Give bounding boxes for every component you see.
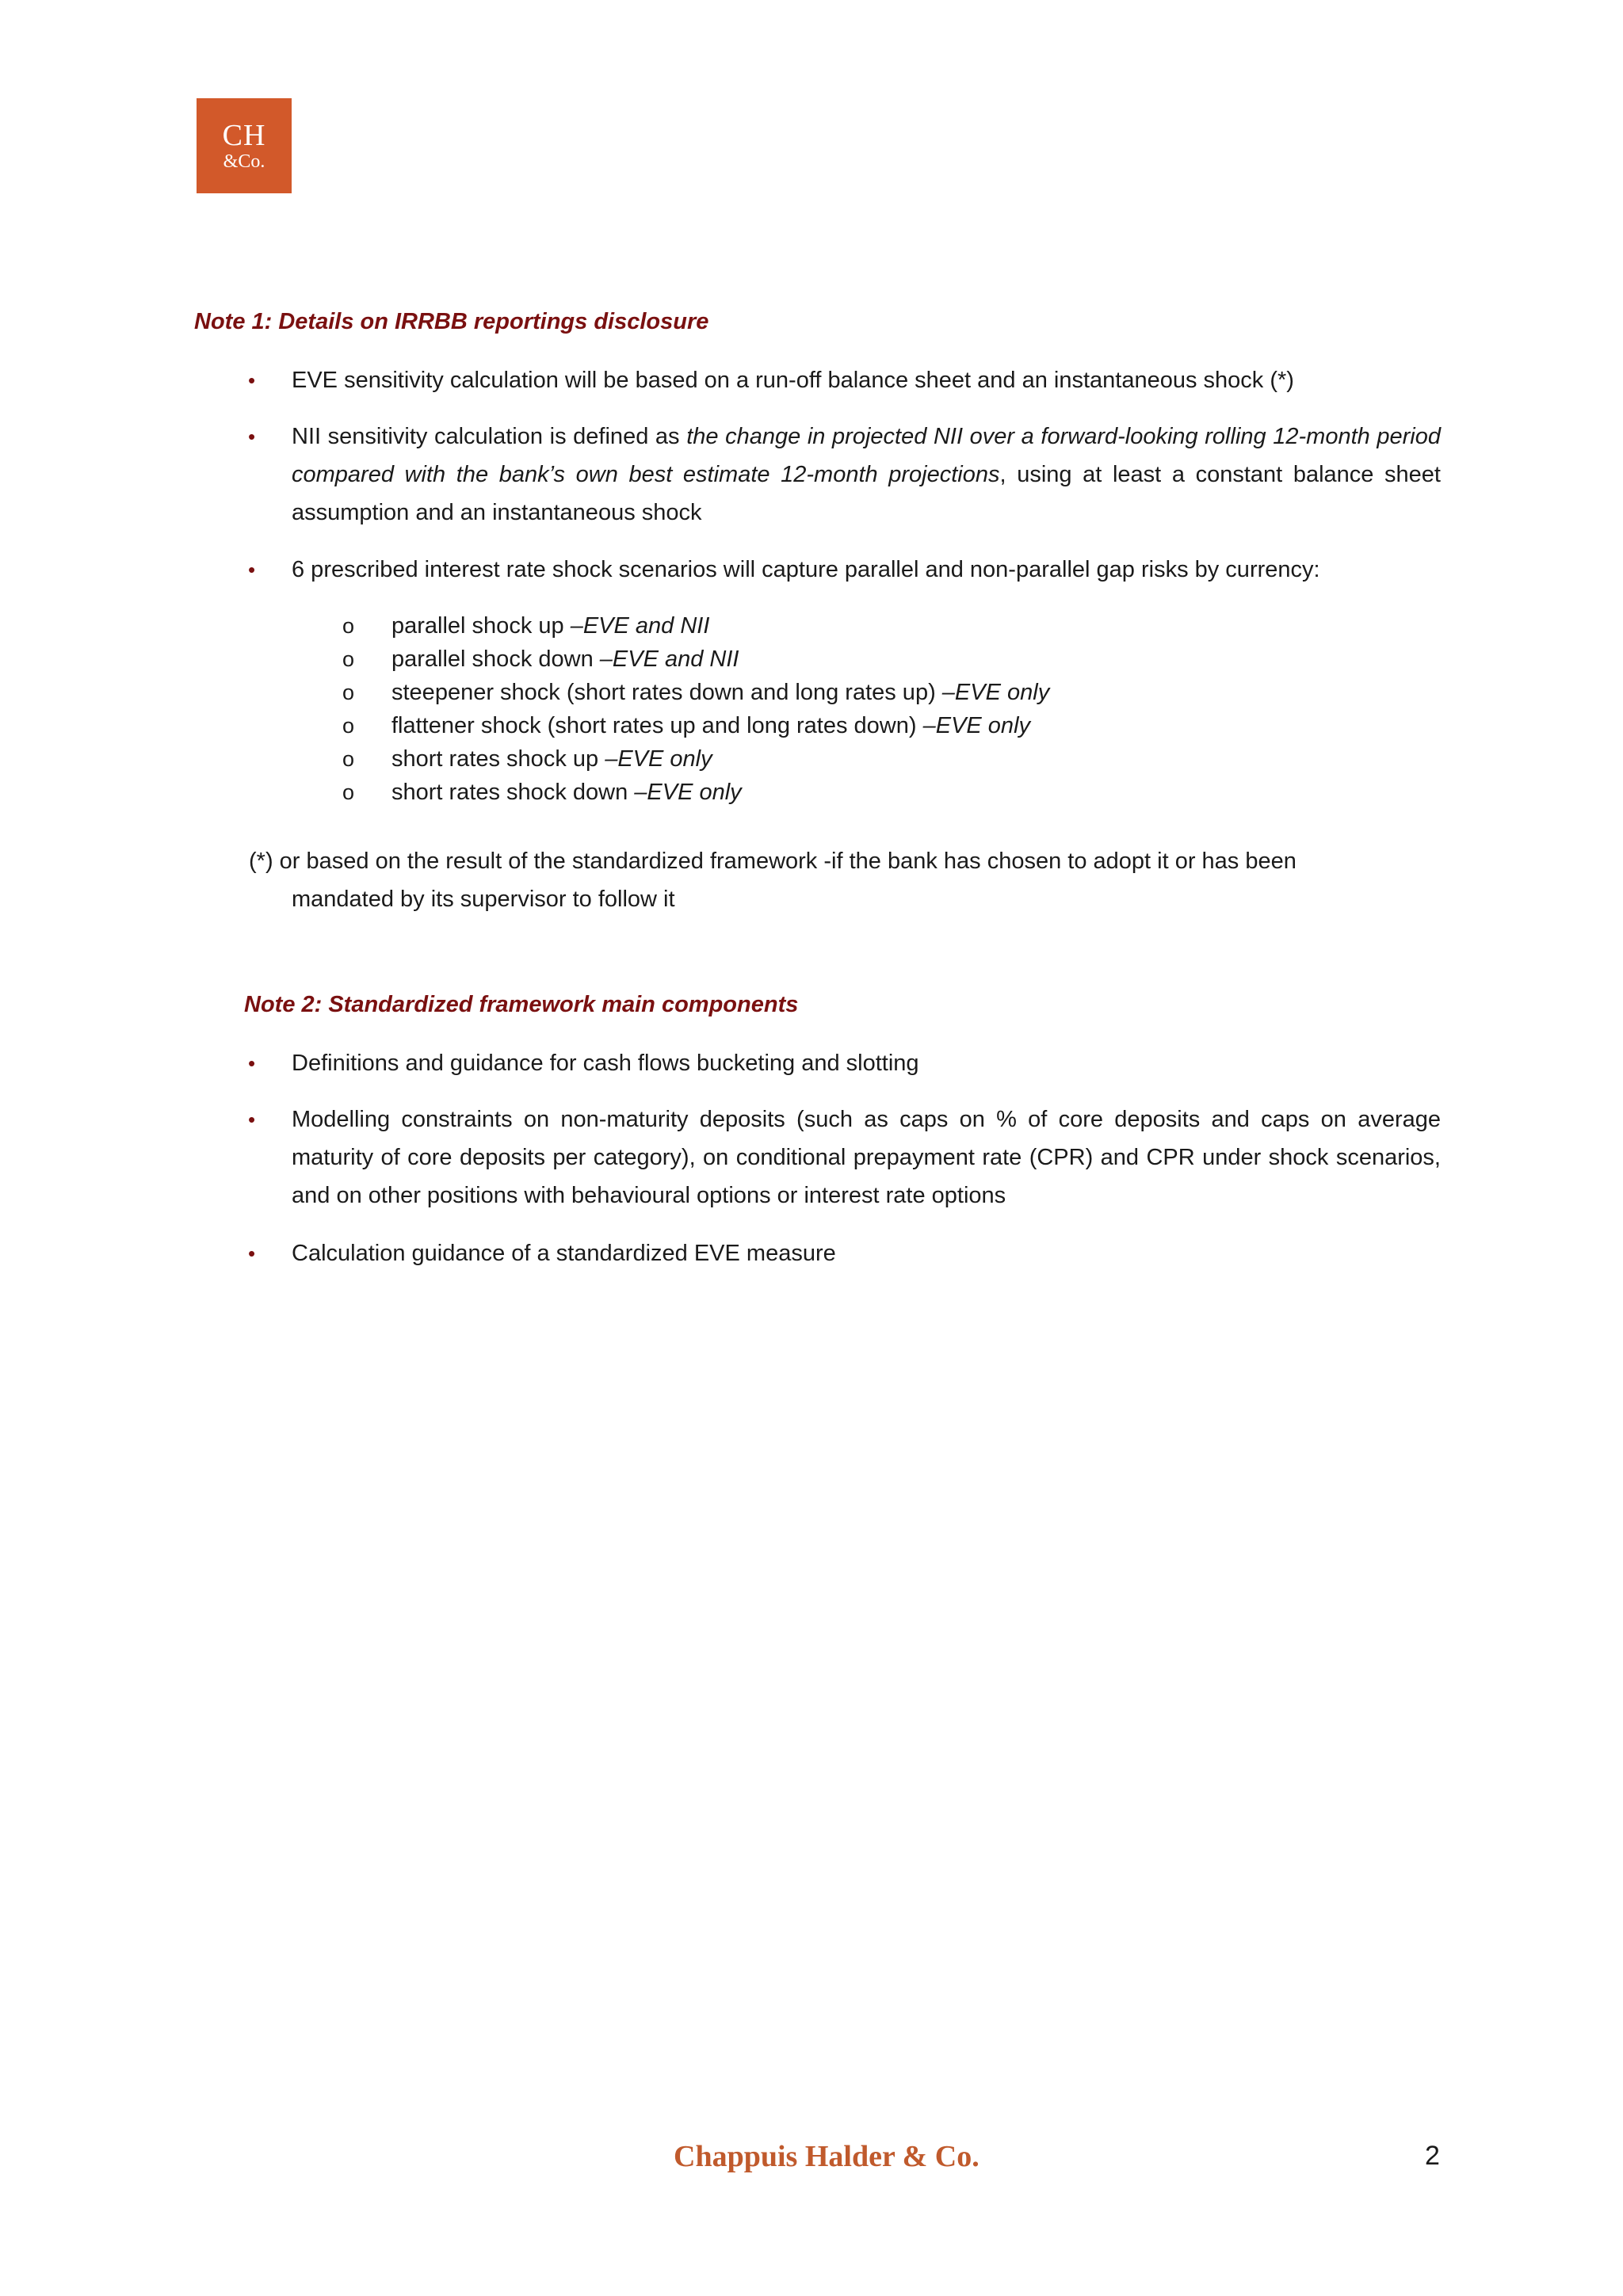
note1-bullet-nii — [248, 418, 1441, 532]
footer-brand: Chappuis Halder & Co. — [674, 2140, 980, 2173]
scenario-suffix: –EVE only — [922, 713, 1031, 738]
scenario-suffix: –EVE only — [941, 680, 1050, 705]
scenario-suffix: –EVE only — [634, 780, 742, 805]
note2-bullet-definitions — [248, 1044, 1441, 1082]
sub-bullet-marker: o — [342, 747, 355, 771]
scenario-text: flattener shock (short rates up and long rates down) — [391, 713, 923, 738]
logo-line-2: &Co. — [223, 151, 265, 172]
bullet-marker: • — [248, 1241, 256, 1265]
footnote-line-1: (*) or based on the result of the standardized framework -if the bank has chosen to adopt it or has been — [249, 849, 1296, 874]
bullet-text: Definitions and guidance for cash flows bucketing and slotting — [292, 1051, 919, 1076]
note1-bullet-scenarios — [248, 551, 1441, 589]
bullet-text: Calculation guidance of a standardized EVE measure — [292, 1241, 836, 1266]
bullet-text-emphasis: the change in projected NII over a forward-looking rolling 12-month period compared with the bank’s own best estimate 12-month projections — [292, 424, 1441, 487]
scenario-suffix: –EVE only — [605, 746, 712, 772]
bullet-marker: • — [248, 558, 256, 582]
bullet-text-pre: NII sensitivity calculation is defined as — [292, 424, 687, 449]
scenario-item — [342, 643, 739, 675]
scenario-text: parallel shock up — [391, 613, 571, 639]
scenario-item — [342, 743, 712, 775]
scenario-text: parallel shock down — [391, 646, 600, 672]
scenario-suffix: –EVE and NII — [599, 646, 739, 672]
company-logo — [197, 98, 292, 193]
note1-footnote — [249, 842, 1441, 918]
scenario-text: short rates shock down — [391, 780, 635, 805]
scenario-item — [342, 677, 1050, 708]
bullet-text: EVE sensitivity calculation will be based on a run-off balance sheet and an instantaneous shock (*) — [292, 368, 1294, 393]
bullet-text: 6 prescribed interest rate shock scenarios will capture parallel and non-parallel gap risks by currency: — [292, 557, 1320, 582]
bullet-marker: • — [248, 368, 256, 392]
sub-bullet-marker: o — [342, 647, 355, 671]
bullet-text-post: , using at least a constant balance sheet assumption and an instantaneous shock — [292, 462, 1441, 525]
note2-bullet-calculation — [248, 1234, 1441, 1272]
sub-bullet-marker: o — [342, 780, 355, 804]
scenario-item — [342, 776, 742, 808]
bullet-text: Modelling constraints on non-maturity deposits (such as caps on % of core deposits and caps on average maturity of core deposits per category), on conditional prepayment rate (CPR) and CPR under shock scenarios, and on other positions with behavioural options or interest rate options — [292, 1107, 1441, 1208]
note1-heading: Note 1: Details on IRRBB reportings disclosure — [194, 309, 709, 334]
sub-bullet-marker: o — [342, 681, 355, 704]
sub-bullet-marker: o — [342, 714, 355, 738]
scenario-suffix: –EVE and NII — [570, 613, 710, 639]
bullet-marker: • — [248, 425, 256, 448]
logo-line-1: CH — [222, 119, 266, 152]
note2-bullet-modelling — [248, 1100, 1441, 1215]
bullet-marker: • — [248, 1051, 256, 1075]
note1-bullet-eve — [248, 361, 1441, 399]
scenario-item — [342, 610, 710, 642]
scenario-text: short rates shock up — [391, 746, 605, 772]
footnote-line-2: mandated by its supervisor to follow it — [292, 887, 675, 912]
sub-bullet-marker: o — [342, 614, 355, 638]
scenario-text: steepener shock (short rates down and long rates up) — [391, 680, 942, 705]
bullet-marker: • — [248, 1108, 256, 1131]
note2-heading: Note 2: Standardized framework main components — [244, 992, 799, 1017]
page-number: 2 — [1425, 2141, 1440, 2171]
scenario-item — [342, 710, 1031, 742]
